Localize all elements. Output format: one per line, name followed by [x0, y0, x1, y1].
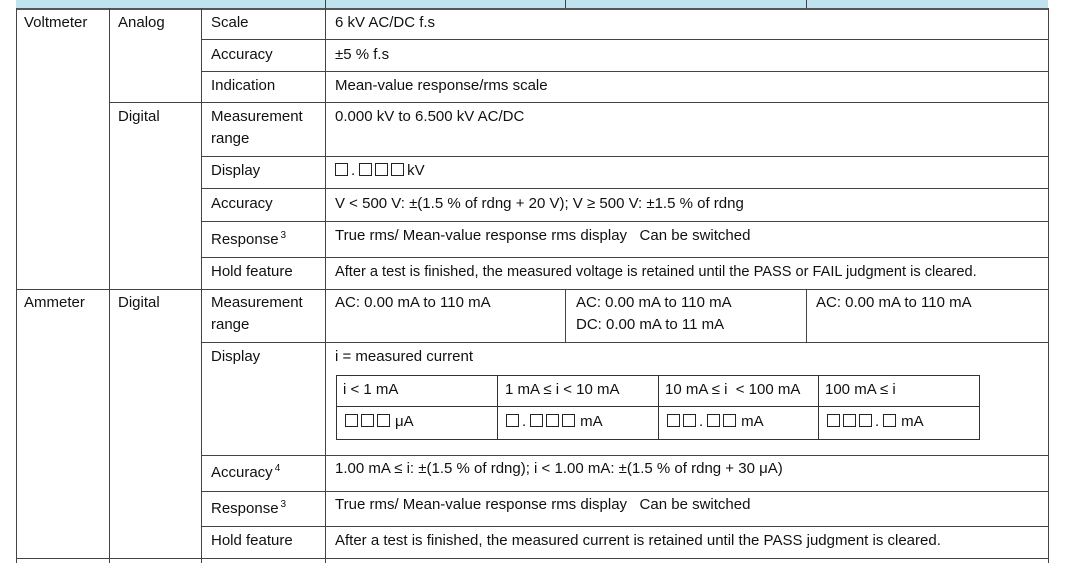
display-unit: kV [407, 162, 425, 179]
decimal-point: . [875, 413, 880, 430]
v-accuracy-value: V < 500 V: ±(1.5 % of rdng + 20 V); V ≥ 500 V: ±1.5 % of rdng [335, 195, 744, 212]
header-divider [565, 0, 566, 8]
grid-line [109, 8, 110, 563]
response-label-text: Response [211, 231, 279, 248]
v-accuracy-label: Accuracy [211, 195, 273, 212]
display-format-cell [827, 411, 924, 433]
v-range-label-1: Measurement [211, 108, 303, 125]
display-unit: mA [901, 413, 924, 430]
a-display-caption: i = measured current [335, 348, 473, 365]
grid-line [16, 558, 1048, 559]
decimal-point: . [351, 162, 356, 179]
grid-line [325, 8, 326, 563]
table-header-strip [16, 0, 1048, 10]
grid-line [16, 289, 1048, 290]
digit-box-icon [546, 414, 559, 427]
digit-box-icon [359, 163, 372, 176]
grid-line [201, 221, 1048, 222]
grid-line [565, 289, 566, 342]
v-hold-label: Hold feature [211, 263, 293, 280]
digit-box-icon [530, 414, 543, 427]
grid-line [201, 491, 1048, 492]
display-format-cell [345, 411, 414, 433]
digit-box-icon [883, 414, 896, 427]
v-display-format [335, 160, 425, 182]
grid-line [201, 342, 1048, 343]
header-divider [806, 0, 807, 8]
digit-box-icon [707, 414, 720, 427]
grid-line [806, 289, 807, 342]
analog-indication-label: Indication [211, 77, 276, 94]
digit-box-icon [361, 414, 374, 427]
display-range-header: 10 mA ≤ i < 100 mA [665, 381, 801, 398]
a-range-col2-line2: DC: 0.00 mA to 11 mA [576, 316, 725, 333]
grid-line [1048, 8, 1049, 563]
grid-line [201, 39, 1048, 40]
a-range-col1: AC: 0.00 mA to 110 mA [335, 294, 491, 311]
v-range-value: 0.000 kV to 6.500 kV AC/DC [335, 108, 525, 125]
digit-box-icon [375, 163, 388, 176]
a-accuracy-value: 1.00 mA ≤ i: ±(1.5 % of rdng); i < 1.00 mA: ±(1.5 % of rdng + 30 μA) [335, 460, 783, 477]
display-unit: μA [395, 413, 414, 430]
a-hold-label: Hold feature [211, 532, 293, 549]
a-hold-value: After a test is finished, the measured current is retained until the PASS judgment is cleared. [335, 532, 941, 549]
display-range-header: 1 mA ≤ i < 10 mA [505, 381, 620, 398]
footnote-marker: 3 [280, 499, 287, 510]
a-response-value: True rms/ Mean-value response rms display Can be switched [335, 496, 751, 513]
inner-grid-line [497, 375, 498, 439]
digit-box-icon [827, 414, 840, 427]
accuracy-label-text: Accuracy [211, 464, 273, 481]
inner-grid-line [818, 375, 819, 439]
analog-scale-value: 6 kV AC/DC f.s [335, 14, 436, 31]
display-range-header: 100 mA ≤ i [825, 381, 896, 398]
analog-accuracy-value: ±5 % f.s [335, 46, 390, 63]
display-range-header: i < 1 mA [343, 381, 399, 398]
display-format-cell [667, 411, 764, 433]
a-range-label-2: range [211, 316, 250, 333]
voltmeter-analog-type: Analog [118, 14, 165, 31]
analog-indication-value: Mean-value response/rms scale [335, 77, 548, 94]
grid-line [201, 188, 1048, 189]
display-format-cell [506, 411, 603, 433]
v-range-label-2: range [211, 130, 250, 147]
grid-line [201, 257, 1048, 258]
grid-line [109, 102, 1048, 103]
analog-accuracy-label: Accuracy [211, 46, 273, 63]
inner-grid-line [658, 375, 659, 439]
digit-box-icon [506, 414, 519, 427]
ammeter-category: Ammeter [24, 294, 85, 311]
decimal-point: . [699, 413, 704, 430]
digit-box-icon [667, 414, 680, 427]
grid-line [16, 8, 17, 563]
grid-line [201, 156, 1048, 157]
footnote-marker: 4 [274, 463, 281, 474]
grid-line [201, 455, 1048, 456]
digit-box-icon [562, 414, 575, 427]
grid-line [201, 71, 1048, 72]
footnote-marker: 3 [280, 230, 287, 241]
header-divider [325, 0, 326, 8]
v-hold-value: After a test is finished, the measured voltage is retained until the PASS or FAIL judgment is cleared. [335, 264, 977, 280]
digit-box-icon [345, 414, 358, 427]
a-accuracy-label [211, 462, 280, 486]
a-response-label [211, 498, 286, 522]
ammeter-digital-type: Digital [118, 294, 160, 311]
decimal-point: . [522, 413, 527, 430]
v-response-label [211, 229, 286, 253]
digit-box-icon [843, 414, 856, 427]
grid-line [201, 8, 202, 563]
a-display-label: Display [211, 348, 261, 365]
analog-scale-label: Scale [211, 14, 249, 31]
display-unit: mA [741, 413, 764, 430]
digit-box-icon [391, 163, 404, 176]
digit-box-icon [377, 414, 390, 427]
v-response-value: True rms/ Mean-value response rms display Can be switched [335, 227, 751, 244]
v-display-label: Display [211, 162, 261, 179]
voltmeter-digital-type: Digital [118, 108, 160, 125]
grid-line [201, 526, 1048, 527]
digit-box-icon [335, 163, 348, 176]
digit-box-icon [723, 414, 736, 427]
voltmeter-category: Voltmeter [24, 14, 88, 31]
digit-box-icon [683, 414, 696, 427]
display-unit: mA [580, 413, 603, 430]
a-range-col2-line1: AC: 0.00 mA to 110 mA [576, 294, 732, 311]
a-range-label-1: Measurement [211, 294, 303, 311]
digit-box-icon [859, 414, 872, 427]
a-range-col3: AC: 0.00 mA to 110 mA [816, 294, 972, 311]
response-label-text: Response [211, 500, 279, 517]
